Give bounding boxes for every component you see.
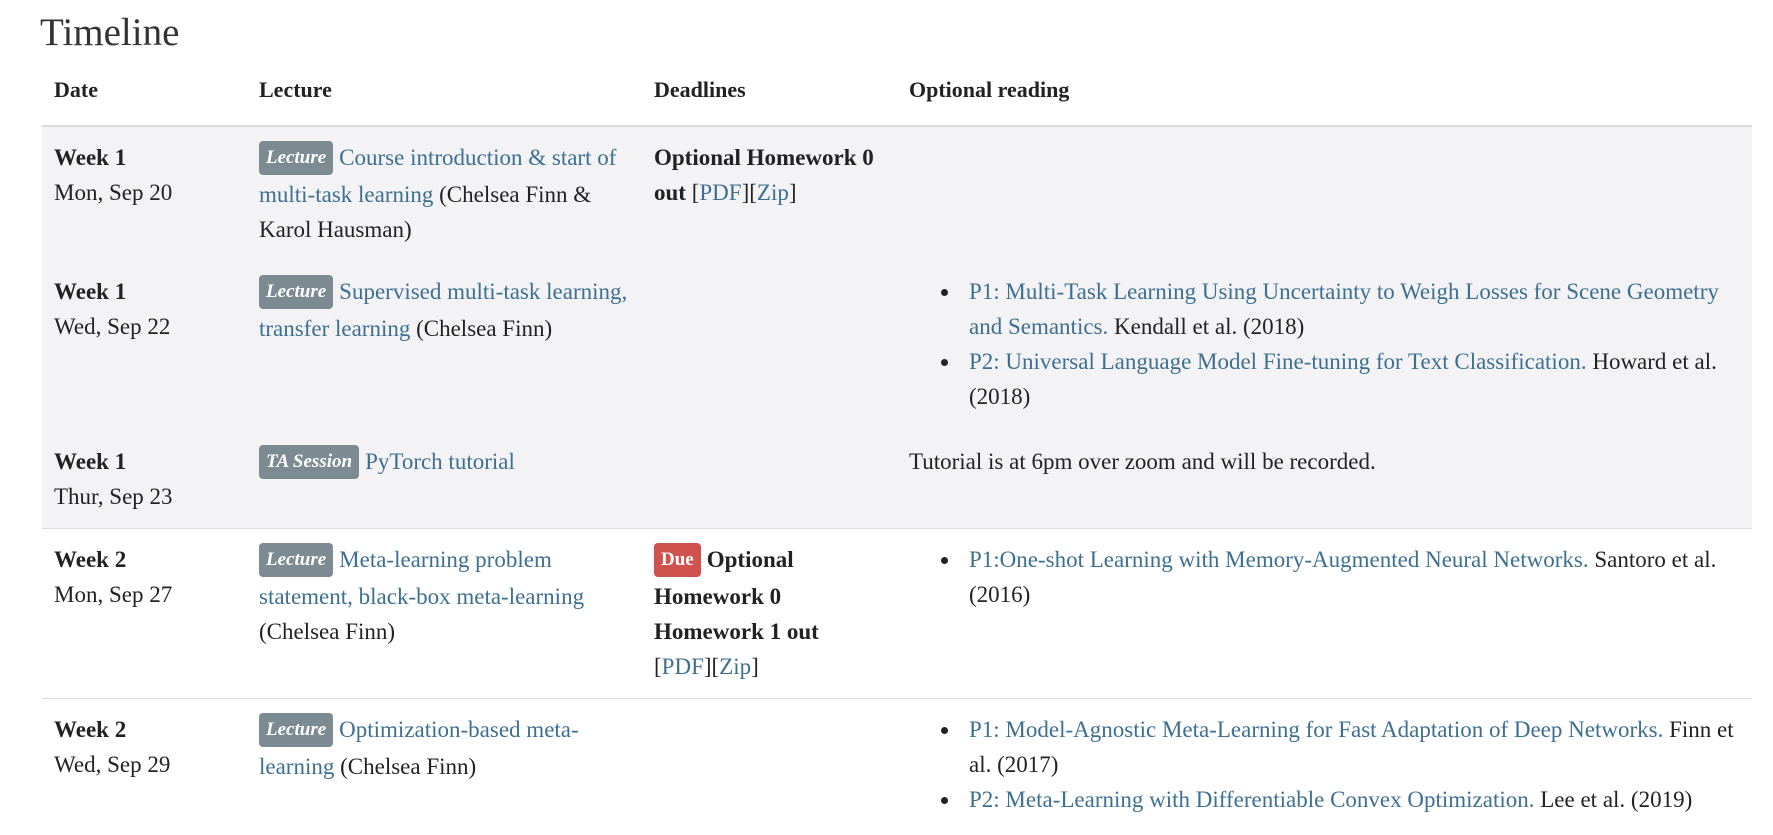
week-label: Week 2 [54,717,127,742]
table-header-row [42,72,1752,126]
zip-link[interactable]: Zip [756,180,789,205]
paper-authors: Howard et al. (2018) [969,349,1717,409]
lecture-link[interactable]: Meta-learning problem statement, black-box meta-learning [259,547,585,609]
reading-cell [897,428,1752,529]
week-label: Week 1 [54,449,127,474]
date-cell [42,699,247,832]
lecture-cell [247,428,642,529]
table-row [42,261,1752,428]
deadline-text: Homework 1 out [654,619,819,644]
deadline-cell [642,126,897,261]
reading-item [961,274,1740,344]
table-row [42,529,1752,699]
date-cell [42,529,247,699]
lecture-link[interactable]: Supervised multi-task learning, transfer learning [259,279,628,341]
lecture-cell [247,261,642,428]
reading-item [961,712,1740,782]
header-optional-reading: Optional reading [897,72,1752,126]
bracket-mid: ][ [703,654,720,679]
paper-link[interactable]: P2: Universal Language Model Fine-tuning for Text Classification. [969,349,1587,374]
reading-item [961,344,1740,414]
day-label: Mon, Sep 27 [54,582,173,607]
instructor-text: (Chelsea Finn) [259,619,396,644]
pdf-link[interactable]: PDF [699,180,742,205]
day-label: Wed, Sep 29 [54,752,171,777]
week-label: Week 2 [54,547,127,572]
reading-item [961,782,1740,817]
paper-link[interactable]: P1: Multi-Task Learning Using Uncertainty to Weigh Losses for Scene Geometry and Semantics. [969,279,1719,339]
paper-link[interactable]: P2: Meta-Learning with Differentiable Convex Optimization. [969,787,1535,812]
deadline-cell [642,261,897,428]
lecture-badge: Lecture [259,141,333,175]
week-label: Week 1 [54,145,127,170]
reading-item [961,542,1740,612]
lecture-cell [247,699,642,832]
page-title: Timeline [40,11,180,54]
due-text: Optional Homework 0 [654,547,794,609]
day-label: Mon, Sep 20 [54,180,173,205]
instructor-text: (Chelsea Finn & Karol Hausman) [259,182,592,242]
lecture-link[interactable]: Course introduction & start of multi-task learning [259,145,617,207]
bracket-open: [ [691,180,700,205]
deadline-cell [642,428,897,529]
lecture-link[interactable]: Optimization-based meta-learning [259,717,579,779]
bracket-open: [ [654,654,662,679]
reading-list [909,712,1740,817]
zip-link[interactable]: Zip [719,654,752,679]
reading-cell [897,529,1752,699]
deadline-cell [642,699,897,832]
lecture-cell [247,529,642,699]
date-cell [42,126,247,261]
date-cell [42,428,247,529]
pdf-link[interactable]: PDF [661,654,704,679]
bracket-close: ] [751,654,759,679]
table-row [42,126,1752,261]
header-lecture: Lecture [247,72,642,126]
reading-note: Tutorial is at 6pm over zoom and will be recorded. [909,449,1376,474]
reading-cell [897,261,1752,428]
date-cell [42,261,247,428]
reading-cell [897,699,1752,832]
lecture-badge: Lecture [259,713,333,747]
day-label: Thur, Sep 23 [54,484,173,509]
paper-authors: Lee et al. (2019) [1540,787,1693,812]
header-date: Date [42,72,247,126]
table-row [42,699,1752,832]
day-label: Wed, Sep 22 [54,314,171,339]
due-badge: Due [654,543,701,577]
bracket-mid: ][ [741,180,757,205]
lecture-badge: Lecture [259,275,333,309]
ta-session-badge: TA Session [259,445,359,479]
lecture-cell [247,126,642,261]
table-row [42,428,1752,529]
paper-authors: Finn et al. (2017) [969,717,1734,777]
timeline-table [42,72,1752,831]
paper-authors: Kendall et al. (2018) [1114,314,1305,339]
lecture-link[interactable]: PyTorch tutorial [365,449,515,474]
paper-authors: Santoro et al. (2016) [969,547,1717,607]
paper-link[interactable]: P1:One-shot Learning with Memory-Augmented Neural Networks. [969,547,1589,572]
instructor-text: (Chelsea Finn) [416,316,553,341]
paper-link[interactable]: P1: Model-Agnostic Meta-Learning for Fast Adaptation of Deep Networks. [969,717,1664,742]
bracket-close: ] [788,180,797,205]
deadline-cell [642,529,897,699]
instructor-text: (Chelsea Finn) [340,754,477,779]
lecture-badge: Lecture [259,543,333,577]
week-label: Week 1 [54,279,127,304]
reading-cell [897,126,1752,261]
deadline-text: Optional Homework 0 out [654,145,874,205]
header-deadlines: Deadlines [642,72,897,126]
reading-list [909,274,1740,414]
reading-list [909,542,1740,612]
